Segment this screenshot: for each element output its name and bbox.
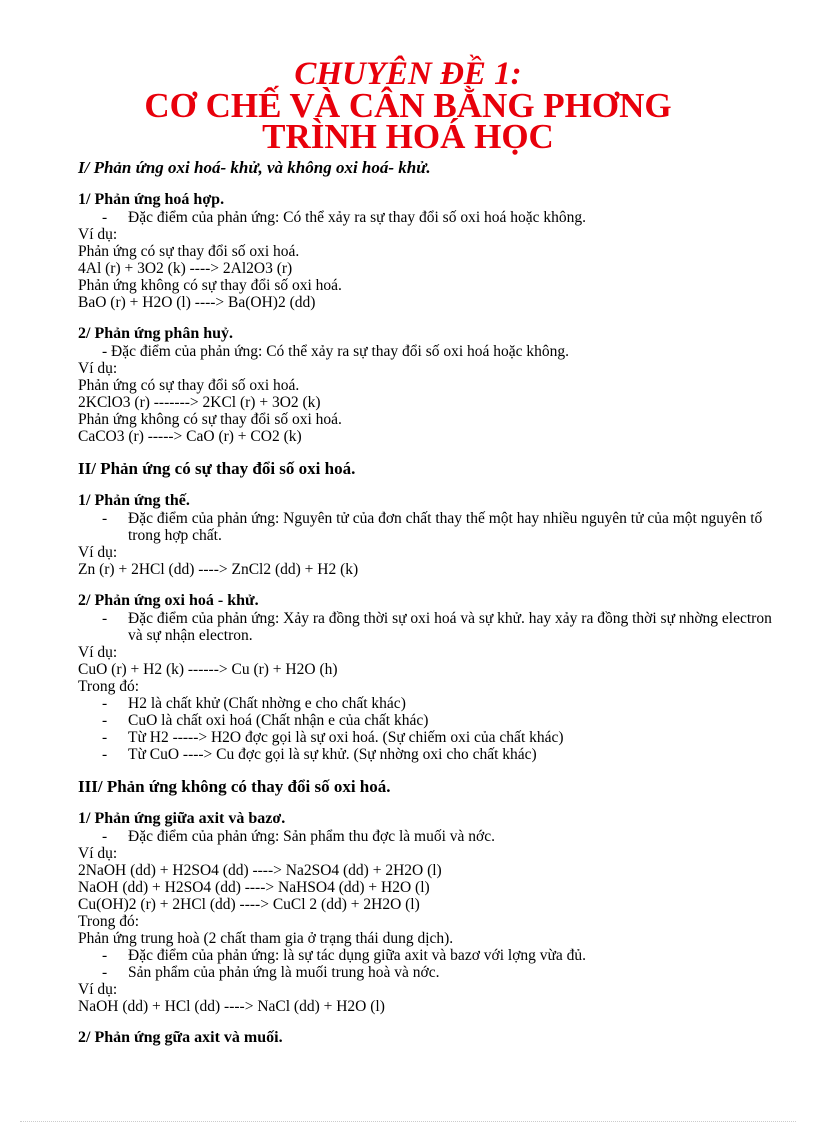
chapter-title-line1: CƠ CHẾ VÀ CÂN BẰNG PHƠNG bbox=[144, 86, 672, 125]
section-heading: I/ Phản ứng oxi hoá- khử, và không oxi hoá- khử. bbox=[78, 158, 431, 177]
spacer bbox=[78, 478, 778, 492]
subsection-heading: 2/ Phản ứng oxi hoá - khử. bbox=[78, 592, 259, 609]
text-line: NaOH (dd) + H2SO4 (dd) ----> NaHSO4 (dd) + H2O (l) bbox=[78, 879, 430, 896]
bullet-item bbox=[78, 712, 778, 729]
bullet-item bbox=[78, 610, 778, 644]
subsection-heading: 1/ Phản ứng hoá hợp. bbox=[78, 191, 225, 208]
text-line: Ví dụ: bbox=[78, 226, 118, 243]
bullet-item: - Đặc điểm của phản ứng: Có thể xảy ra sự thay đổi số oxi hoá hoặc không. bbox=[102, 343, 570, 360]
spacer bbox=[78, 445, 778, 459]
text-line: Ví dụ: bbox=[78, 644, 118, 661]
bullet-item bbox=[78, 510, 778, 544]
text-line: Ví dụ: bbox=[78, 981, 118, 998]
bullet-text: - Sản phẩm của phản ứng là muối trung hoà và nớc. bbox=[128, 964, 440, 981]
text-line: Phản ứng có sự thay đổi số oxi hoá. bbox=[78, 377, 300, 394]
chapter-label: CHUYÊN ĐỀ 1: bbox=[294, 56, 522, 92]
bullet-text: - Đặc điểm của phản ứng: Nguyên tử của đơn chất thay thế một hay nhiều nguyên tử của một nguyên tố trong hợp chất. bbox=[128, 510, 763, 544]
text-line: 2NaOH (dd) + H2SO4 (dd) ----> Na2SO4 (dd) + 2H2O (l) bbox=[78, 862, 442, 879]
subsection-heading: 1/ Phản ứng giữa axit và bazơ. bbox=[78, 810, 286, 827]
bullet-item bbox=[78, 964, 778, 981]
text-line: Phản ứng không có sự thay đổi số oxi hoá. bbox=[78, 411, 342, 428]
subsection-heading: 2/ Phản ứng gữa axit và muối. bbox=[78, 1029, 283, 1046]
subsection-heading: 2/ Phản ứng phân huỷ. bbox=[78, 325, 234, 342]
chapter-title-line2: TRÌNH HOÁ HỌC bbox=[262, 117, 554, 156]
spacer bbox=[78, 311, 778, 325]
bullet-item bbox=[78, 746, 778, 763]
text-line: Cu(OH)2 (r) + 2HCl (dd) ----> CuCl 2 (dd) + 2H2O (l) bbox=[78, 896, 420, 913]
text-line: CaCO3 (r) -----> CaO (r) + CO2 (k) bbox=[78, 428, 302, 445]
bullet-text: - Đặc điểm của phản ứng: Xảy ra đồng thời sự oxi hoá và sự khử. hay xảy ra đồng thời sự nhờng electron và sự nhận electron. bbox=[128, 610, 772, 644]
text-line: Zn (r) + 2HCl (dd) ----> ZnCl2 (dd) + H2 (k) bbox=[78, 561, 359, 578]
section-heading: III/ Phản ứng không có thay đổi số oxi hoá. bbox=[78, 777, 391, 796]
text-line: 2KClO3 (r) -------> 2KCl (r) + 3O2 (k) bbox=[78, 394, 321, 411]
bullet-text: - Đặc điểm của phản ứng: Có thể xảy ra sự thay đổi số oxi hoá hoặc không. bbox=[128, 209, 587, 226]
bullet-item bbox=[78, 729, 778, 746]
text-line: CuO (r) + H2 (k) ------> Cu (r) + H2O (h) bbox=[78, 661, 338, 678]
text-line: Phản ứng trung hoà (2 chất tham gia ở trạng thái dung dịch). bbox=[78, 930, 454, 947]
bullet-text: - Đặc điểm của phản ứng: Sản phẩm thu đợc là muối và nớc. bbox=[128, 828, 495, 845]
spacer bbox=[78, 763, 778, 777]
document-body bbox=[78, 158, 778, 1047]
spacer bbox=[78, 177, 778, 191]
section-heading: II/ Phản ứng có sự thay đổi số oxi hoá. bbox=[78, 459, 356, 478]
text-line: Ví dụ: bbox=[78, 845, 118, 862]
bullet-item bbox=[78, 209, 778, 226]
bullet-item bbox=[78, 947, 778, 964]
bullet-text: - H2 là chất khử (Chất nhờng e cho chất khác) bbox=[128, 695, 406, 712]
subsection-heading: 1/ Phản ứng thế. bbox=[78, 492, 190, 509]
text-line: Phản ứng có sự thay đổi số oxi hoá. bbox=[78, 243, 300, 260]
bullet-item bbox=[78, 828, 778, 845]
text-line: 4Al (r) + 3O2 (k) ----> 2Al2O3 (r) bbox=[78, 260, 293, 277]
text-line: Trong đó: bbox=[78, 678, 140, 695]
spacer bbox=[78, 796, 778, 810]
bullet-text: - Từ H2 -----> H2O đợc gọi là sự oxi hoá. (Sự chiếm oxi của chất khác) bbox=[128, 729, 564, 746]
page-bottom-border bbox=[20, 1121, 796, 1122]
text-line: Phản ứng không có sự thay đổi số oxi hoá. bbox=[78, 277, 342, 294]
bullet-text: - CuO là chất oxi hoá (Chất nhận e của chất khác) bbox=[128, 712, 429, 729]
text-line: Ví dụ: bbox=[78, 544, 118, 561]
text-line: NaOH (dd) + HCl (dd) ----> NaCl (dd) + H2O (l) bbox=[78, 998, 385, 1015]
bullet-text: - Từ CuO ----> Cu đợc gọi là sự khử. (Sự nhờng oxi cho chất khác) bbox=[128, 746, 537, 763]
spacer bbox=[78, 1015, 778, 1029]
bullet-item bbox=[78, 695, 778, 712]
text-line: Trong đó: bbox=[78, 913, 140, 930]
text-line: Ví dụ: bbox=[78, 360, 118, 377]
bullet-text: - Đặc điểm của phản ứng: là sự tác dụng giữa axit và bazơ với lợng vừa đủ. bbox=[128, 947, 587, 964]
text-line: BaO (r) + H2O (l) ----> Ba(OH)2 (dd) bbox=[78, 294, 316, 311]
spacer bbox=[78, 578, 778, 592]
